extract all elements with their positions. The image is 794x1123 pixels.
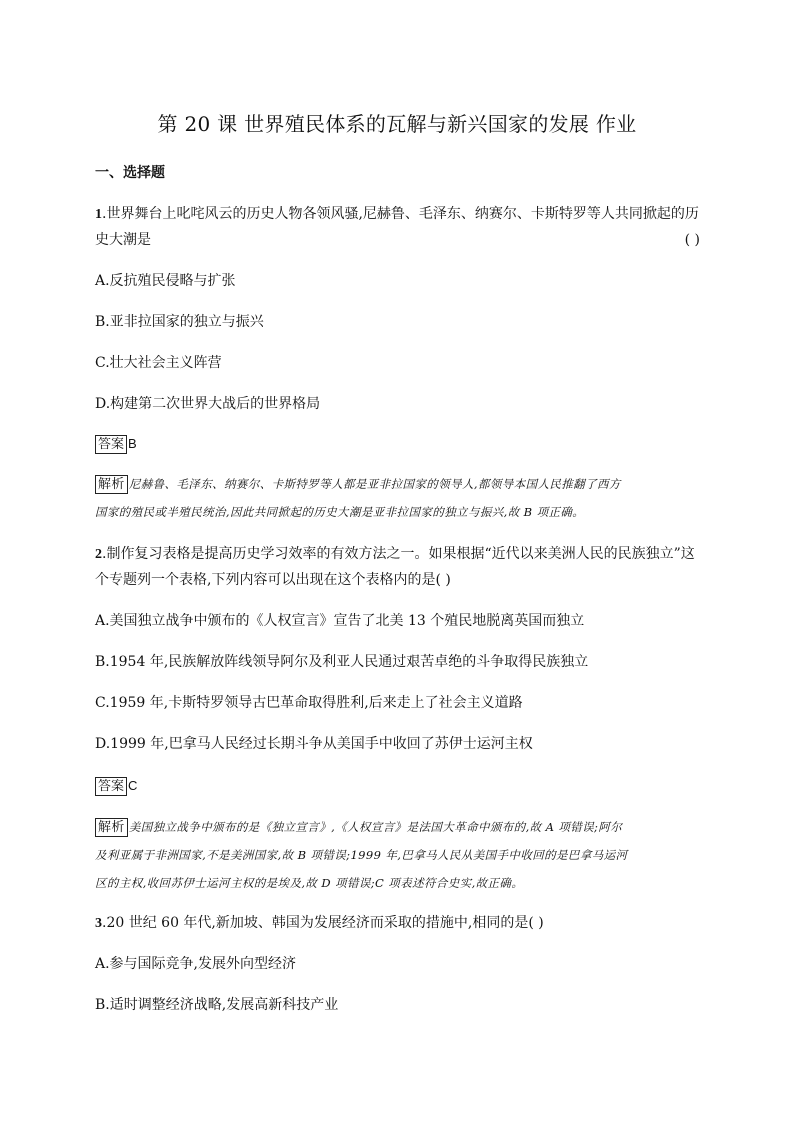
answer-row <box>95 774 700 798</box>
question-text: .制作复习表格是提高历史学习效率的有效方法之一。如果根据“近代以来美洲人民的民族独立”这 <box>102 546 695 562</box>
option-b: B.1954 年,民族解放阵线领导阿尔及利亚人民通过艰苦卓绝的斗争取得民族独立 <box>95 654 589 670</box>
question-number: 2 <box>95 547 102 562</box>
question-3-stem <box>95 912 700 935</box>
explain-tag: 解析 <box>95 475 128 494</box>
option-d: D.1999 年,巴拿马人民经过长期斗争从美国手中收回了苏伊士运河主权 <box>95 736 533 752</box>
option-b: B.适时调整经济战略,发展高新科技产业 <box>95 997 339 1013</box>
explanation-line <box>95 472 705 496</box>
explanation-line: 国家的殖民或半殖民统治,因此共同掀起的历史大潮是亚非拉国家的独立与振兴,故 B 项正确。 <box>95 505 585 519</box>
answer-value: B <box>128 436 137 451</box>
answer-row <box>95 432 700 456</box>
explanation-line: 及利亚属于非洲国家,不是美洲国家,故 B 项错误;1999 年,巴拿马人民从美国手中收回的是巴拿马运河 <box>95 848 628 862</box>
explain-tag: 解析 <box>95 818 128 837</box>
question-1-stem <box>95 203 700 226</box>
section-heading: 一、选择题 <box>95 165 165 181</box>
option-c: C.1959 年,卡斯特罗领导古巴革命取得胜利,后来走上了社会主义道路 <box>95 695 523 711</box>
question-number: 1 <box>95 207 102 222</box>
question-text: 史大潮是 <box>95 232 151 248</box>
option-b: B.亚非拉国家的独立与振兴 <box>95 314 264 330</box>
question-1-stem-cont <box>95 229 700 252</box>
explanation-line <box>95 815 705 839</box>
answer-bracket: ( ) <box>684 232 700 248</box>
question-text: .20 世纪 60 年代,新加坡、韩国为发展经济而采取的措施中,相同的是( ) <box>102 915 544 931</box>
question-text: .世界舞台上叱咤风云的历史人物各领风骚,尼赫鲁、毛泽东、纳赛尔、卡斯特罗等人共同掀起的历 <box>102 206 699 222</box>
explanation-text: 尼赫鲁、毛泽东、纳赛尔、卡斯特罗等人都是亚非拉国家的领导人,都领导本国人民推翻了西方 <box>128 477 621 491</box>
explanation-line: 区的主权,收回苏伊士运河主权的是埃及,故 D 项错误;C 项表述符合史实,故正确。 <box>95 876 524 890</box>
option-d: D.构建第二次世界大战后的世界格局 <box>95 396 321 412</box>
explanation-text: 美国独立战争中颁布的是《独立宣言》,《人权宣言》是法国大革命中颁布的,故 A 项错误;阿尔 <box>128 820 623 834</box>
option-a: A.反抗殖民侵略与扩张 <box>95 273 236 289</box>
option-a: A.参与国际竞争,发展外向型经济 <box>95 956 297 972</box>
question-2-stem <box>95 543 700 566</box>
answer-tag: 答案 <box>95 435 127 454</box>
option-a: A.美国独立战争中颁布的《人权宣言》宣告了北美 13 个殖民地脱离英国而独立 <box>95 613 585 629</box>
answer-tag: 答案 <box>95 777 127 796</box>
option-c: C.壮大社会主义阵营 <box>95 355 222 371</box>
answer-value: C <box>128 778 138 793</box>
question-number: 3 <box>95 916 102 931</box>
question-2-stem-cont: 个专题列一个表格,下列内容可以出现在这个表格内的是( ) <box>95 572 451 588</box>
page-title: 第 20 课 世界殖民体系的瓦解与新兴国家的发展 作业 <box>157 112 637 136</box>
